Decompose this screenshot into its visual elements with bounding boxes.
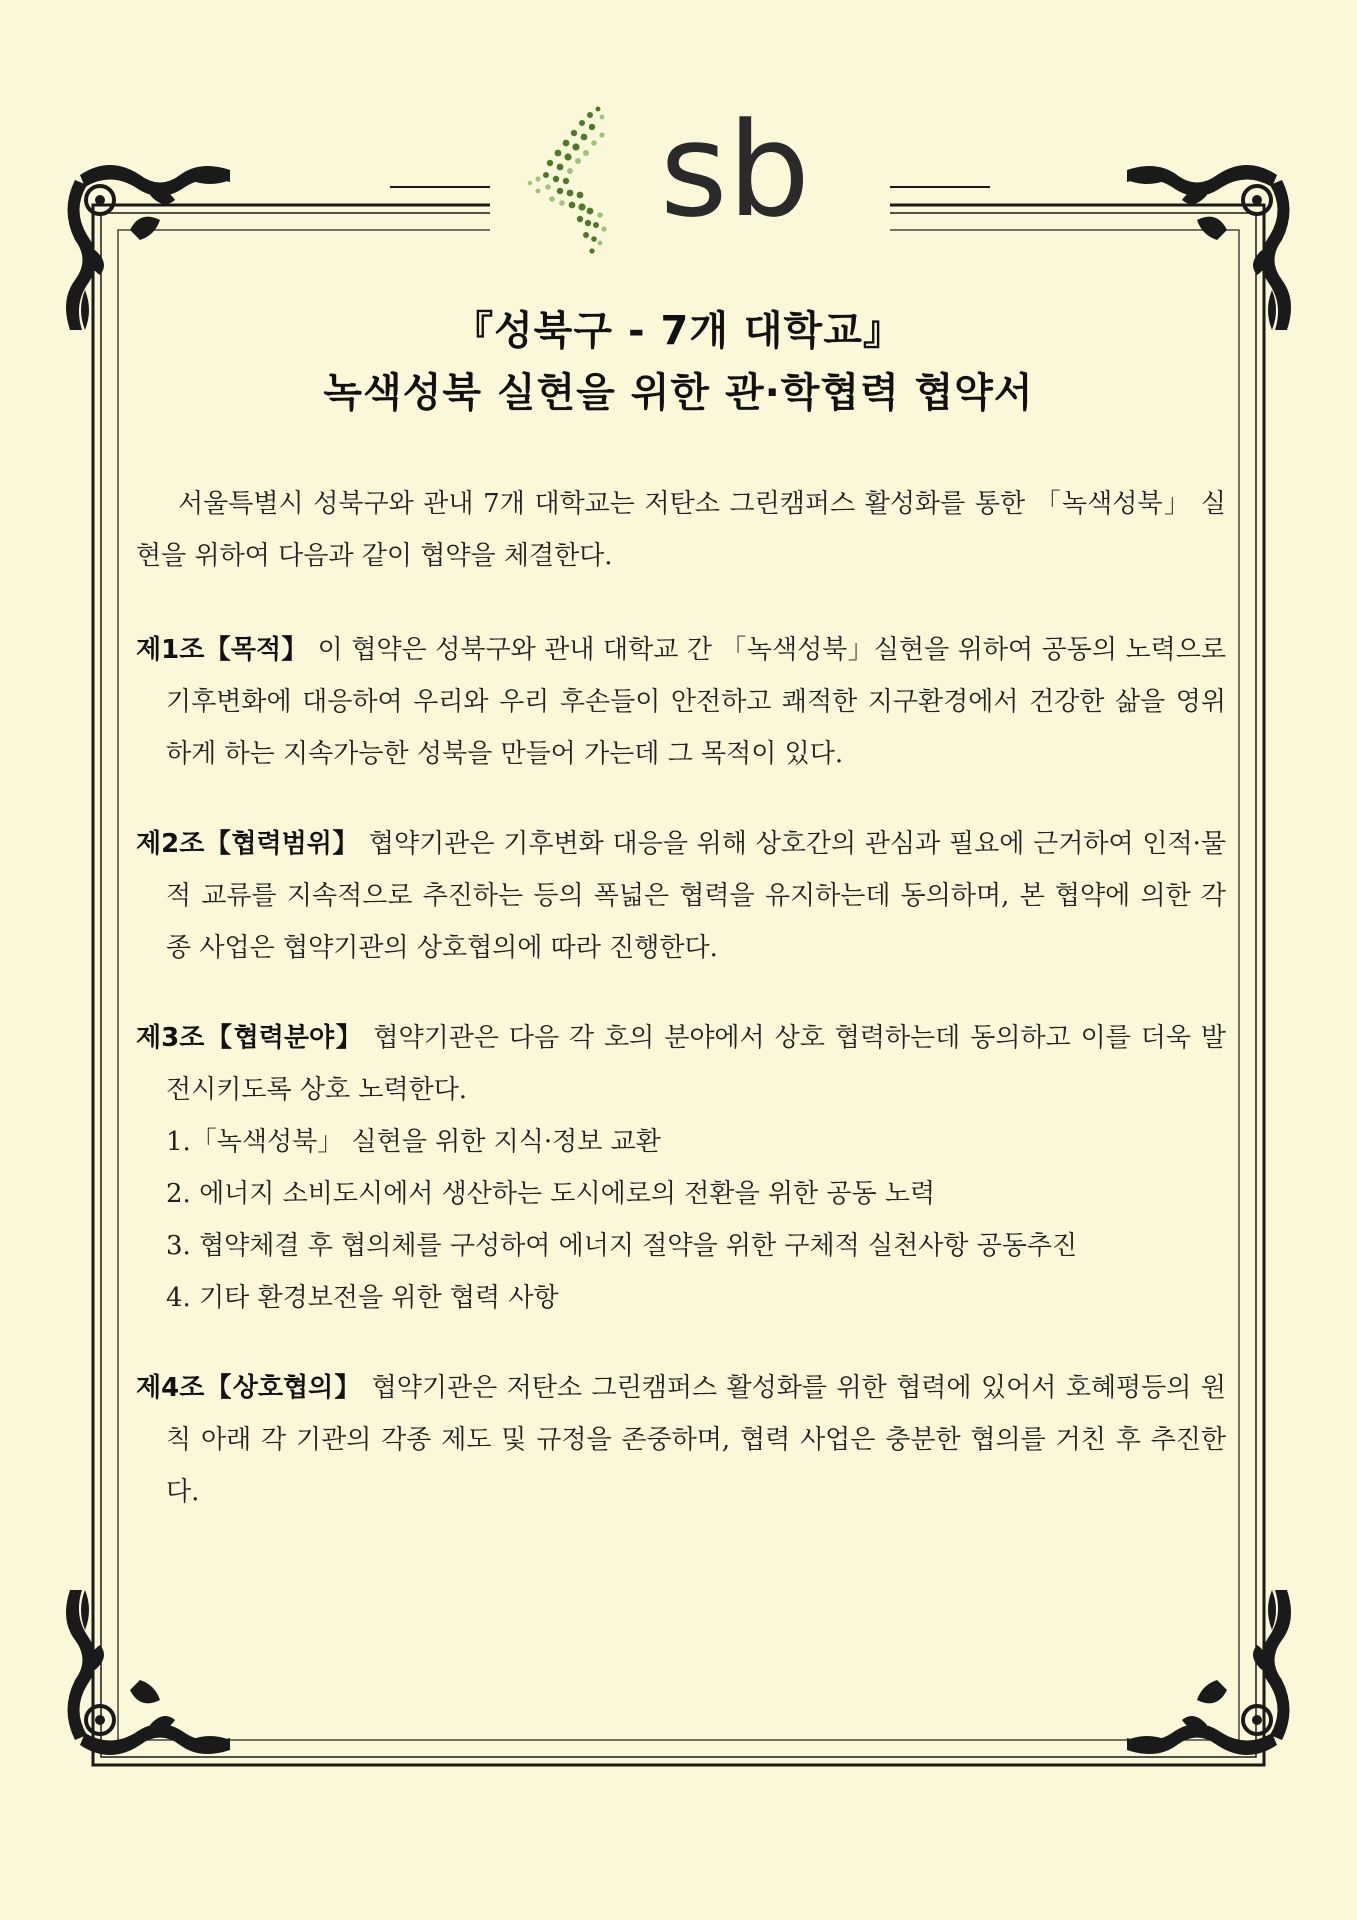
article-text: 협약기관은 저탄소 그린캠퍼스 활성화를 위한 협력에 있어서 호혜평등의 원칙 아래 각 기관의 각종 제도 및 규정을 존중하며, 협력 사업은 충분한 협의를 거친 후 추진한다. [166,1373,1226,1507]
article-text: 협약기관은 다음 각 호의 분야에서 상호 협력하는데 동의하고 이를 더욱 발전시키도록 상호 노력한다. [166,1023,1226,1105]
article-4 [136,1362,1226,1518]
article-heading: 제4조【상호협의】 [136,1373,362,1403]
article-1 [136,624,1226,780]
article-text: 협약기관은 기후변화 대응을 위해 상호간의 관심과 필요에 근거하여 인적·물적 교류를 지속적으로 추진하는 등의 폭넓은 협력을 유지하는데 동의하며, 본 협약에 의한 각종 사업은 협약기관의 상호협의에 따라 진행한다. [166,829,1226,963]
list-item: 2. 에너지 소비도시에서 생산하는 도시에로의 전환을 위한 공동 노력 [166,1179,936,1209]
list-item: 1.「녹색성북」 실현을 위한 지식·정보 교환 [166,1127,661,1157]
list-item: 4. 기타 환경보전을 위한 협력 사항 [166,1283,559,1313]
green-dot-wave-icon [528,107,607,254]
title-line-1: 『성북구 - 7개 대학교』 [453,308,904,354]
article-heading: 제1조【목적】 [136,635,308,665]
document-title [110,300,1247,424]
title-line-2: 녹색성북 실현을 위한 관·학협력 협약서 [323,370,1034,416]
list-item: 3. 협약체결 후 협의체를 구성하여 에너지 절약을 위한 구체적 실천사항 공동추진 [166,1231,1078,1261]
cooperation-items-list [136,1116,1226,1324]
logo [510,95,870,275]
intro-paragraph: 서울특별시 성북구와 관내 7개 대학교는 저탄소 그린캠퍼스 활성화를 통한 「녹색성북」 실현을 위하여 다음과 같이 협약을 체결한다. [136,489,1226,571]
logo-wordmark: sb [659,95,811,246]
agreement-body [136,478,1226,1556]
article-heading: 제2조【협력범위】 [136,829,359,859]
article-text: 이 협약은 성북구와 관내 대학교 간 「녹색성북」실현을 위하여 공동의 노력으로 기후변화에 대응하여 우리와 우리 후손들이 안전하고 쾌적한 지구환경에서 건강한 삶을 영위하게 하는 지속가능한 성북을 만들어 가는데 그 목적이 있다. [166,635,1226,769]
article-heading: 제3조【협력분야】 [136,1023,364,1053]
article-3 [136,1012,1226,1324]
article-2 [136,818,1226,974]
